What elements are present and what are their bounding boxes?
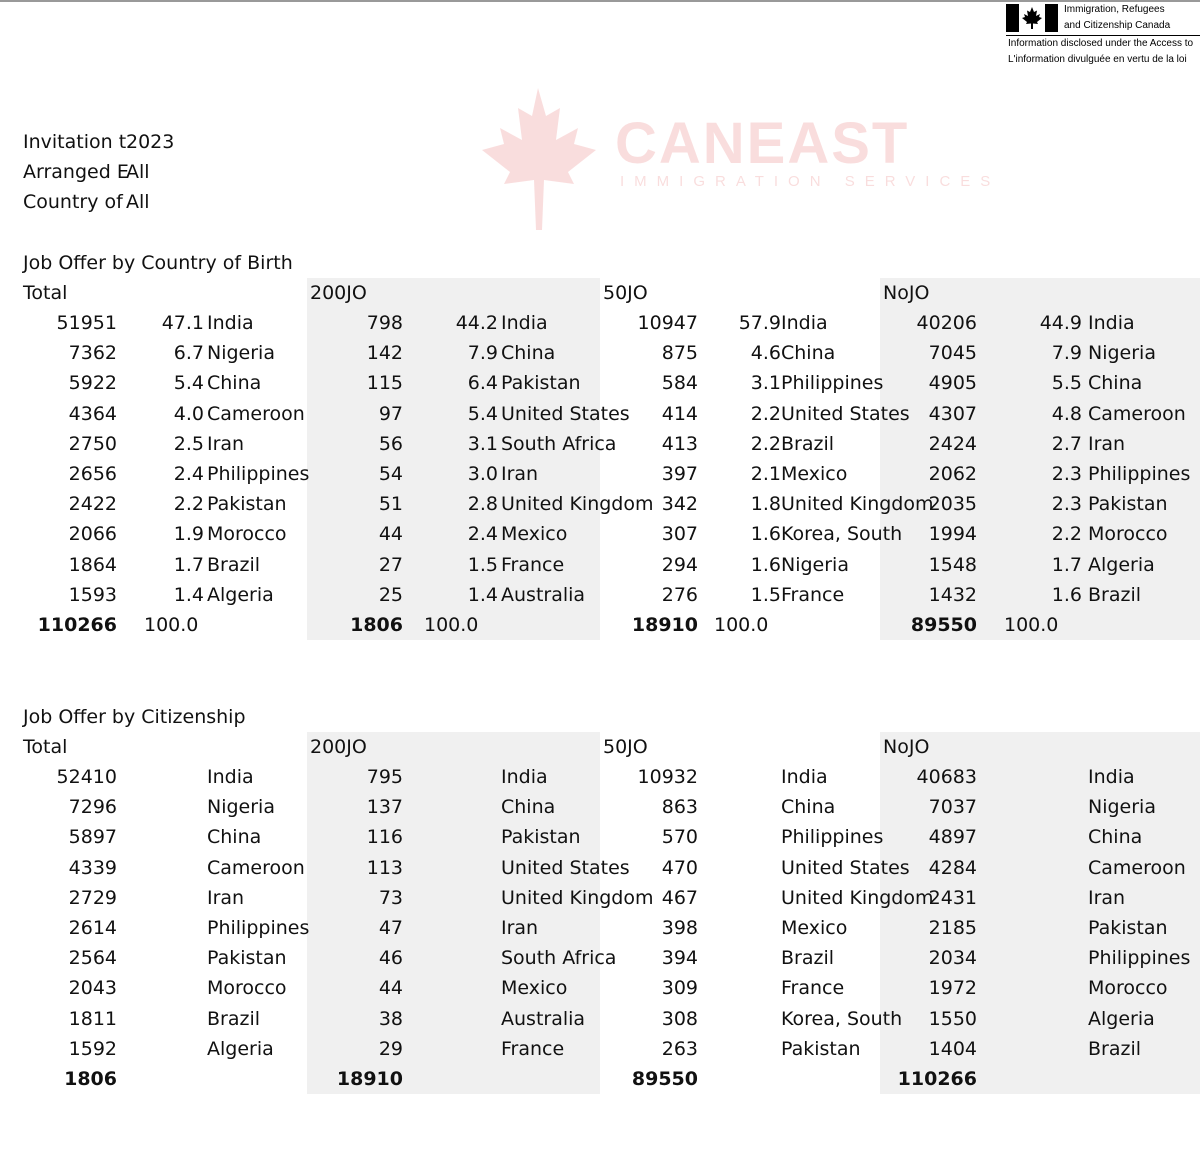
count-cell: 7045 [928, 342, 977, 365]
count-cell: 1593 [68, 583, 117, 606]
totals-row [20, 610, 1200, 640]
country-cell: Cameroon [207, 856, 305, 879]
country-cell: Nigeria [781, 553, 849, 576]
count-cell: 2614 [68, 917, 117, 939]
section-title: Job Offer by Citizenship [23, 706, 246, 728]
watermark [460, 80, 1040, 240]
count-cell: 2035 [928, 493, 977, 516]
percent-cell: 4.0 [173, 402, 204, 425]
count-cell: 116 [366, 826, 403, 849]
country-cell: India [207, 312, 254, 334]
country-cell: Philippines [1088, 947, 1191, 970]
count-cell: 1432 [928, 583, 977, 606]
percent-cell: 1.6 [1051, 583, 1082, 606]
count-cell: 2431 [928, 886, 977, 909]
count-cell: 394 [661, 947, 698, 970]
meta-label: Invitation t [23, 131, 127, 153]
count-cell: 38 [378, 1007, 403, 1030]
watermark-title: CANEAST [615, 111, 910, 176]
country-cell: Algeria [207, 583, 274, 606]
count-cell: 47 [378, 917, 403, 939]
country-cell: Mexico [501, 523, 568, 546]
count-cell: 5897 [68, 826, 117, 849]
table-row [20, 913, 1200, 943]
group-header-row [20, 732, 1200, 762]
total-percent-cell: 100.0 [144, 614, 199, 636]
country-cell: Iran [501, 463, 539, 485]
country-cell: South Africa [501, 432, 617, 455]
count-cell: 54 [378, 463, 403, 485]
percent-cell: 2.8 [467, 493, 498, 516]
count-cell: 4897 [928, 826, 977, 849]
count-cell: 2066 [68, 523, 117, 546]
meta-row-arranged-employment [23, 157, 150, 187]
country-cell: Pakistan [207, 493, 287, 516]
country-cell: China [501, 342, 556, 365]
country-cell: Pakistan [501, 826, 581, 849]
total-count-cell: 1806 [350, 614, 403, 636]
country-cell: Iran [1088, 886, 1126, 909]
table-row [20, 338, 1200, 368]
percent-cell: 2.1 [750, 463, 781, 485]
country-cell: Philippines [207, 463, 310, 485]
meta-label: Arranged E [23, 161, 129, 183]
department-name-line: and Citizenship Canada [1064, 20, 1171, 31]
percent-cell: 44.2 [455, 312, 498, 334]
percent-cell: 1.6 [750, 523, 781, 546]
table-row [20, 580, 1200, 610]
percent-cell: 1.4 [467, 583, 498, 606]
table-row [20, 792, 1200, 822]
count-cell: 307 [661, 523, 698, 546]
country-cell: India [781, 312, 828, 334]
group-header: NoJO [883, 282, 930, 304]
count-cell: 27 [378, 553, 403, 576]
country-cell: France [501, 553, 565, 576]
table-row [20, 429, 1200, 459]
table-row [20, 883, 1200, 913]
percent-cell: 6.7 [173, 342, 204, 365]
country-cell: Morocco [207, 523, 287, 546]
table-row [20, 399, 1200, 429]
percent-cell: 7.9 [1051, 342, 1082, 365]
country-cell: United Kingdom [501, 886, 654, 909]
country-cell: United Kingdom [501, 493, 654, 516]
percent-cell: 3.1 [750, 372, 781, 395]
meta-row-invitation [23, 127, 174, 157]
count-cell: 1548 [928, 553, 977, 576]
country-cell: Morocco [1088, 977, 1168, 1000]
group-header: Total [23, 282, 68, 304]
watermark-subtitle: IMMIGRATION SERVICES [620, 173, 1001, 190]
count-cell: 2750 [68, 432, 117, 455]
count-cell: 25 [378, 583, 403, 606]
total-count-cell: 110266 [897, 1068, 977, 1090]
count-cell: 2729 [68, 886, 117, 909]
canada-flag-icon [1006, 4, 1058, 32]
percent-cell: 1.5 [467, 553, 498, 576]
country-cell: Korea, South [781, 1007, 903, 1030]
total-percent-cell: 100.0 [424, 614, 479, 636]
country-cell: Morocco [207, 977, 287, 1000]
count-cell: 10932 [637, 766, 698, 788]
table-row [20, 489, 1200, 519]
table-row [20, 1034, 1200, 1064]
count-cell: 142 [366, 342, 403, 365]
country-cell: Iran [1088, 432, 1126, 455]
country-cell: Brazil [781, 432, 835, 455]
meta-value: All [126, 161, 150, 183]
total-count-cell: 18910 [336, 1068, 403, 1090]
group-header: 200JO [310, 282, 367, 304]
percent-cell: 44.9 [1039, 312, 1082, 334]
table-row [20, 459, 1200, 489]
total-percent-cell: 100.0 [1004, 614, 1059, 636]
country-cell: India [501, 766, 548, 788]
country-cell: India [781, 766, 828, 788]
country-cell: Korea, South [781, 523, 903, 546]
percent-cell: 1.7 [1051, 553, 1082, 576]
percent-cell: 1.7 [173, 553, 204, 576]
country-cell: Iran [501, 917, 539, 939]
count-cell: 40683 [916, 766, 977, 788]
country-cell: China [781, 342, 836, 365]
count-cell: 115 [366, 372, 403, 395]
count-cell: 398 [661, 917, 698, 939]
percent-cell: 4.6 [750, 342, 781, 365]
count-cell: 97 [378, 402, 403, 425]
percent-cell: 57.9 [738, 312, 781, 334]
percent-cell: 7.9 [467, 342, 498, 365]
count-cell: 1592 [68, 1037, 117, 1060]
meta-value: 2023 [126, 131, 175, 153]
percent-cell: 3.1 [467, 432, 498, 455]
maple-leaf-icon [460, 80, 620, 240]
country-cell: Mexico [501, 977, 568, 1000]
country-cell: Pakistan [1088, 917, 1168, 939]
country-cell: South Africa [501, 947, 617, 970]
count-cell: 795 [366, 766, 403, 788]
percent-cell: 47.1 [161, 312, 204, 334]
count-cell: 4339 [68, 856, 117, 879]
count-cell: 875 [661, 342, 698, 365]
count-cell: 4364 [68, 402, 117, 425]
table-row [20, 822, 1200, 852]
total-count-cell: 1806 [64, 1068, 117, 1090]
total-count-cell: 89550 [631, 1068, 698, 1090]
country-cell: Philippines [781, 826, 884, 849]
meta-value: All [126, 191, 150, 213]
percent-cell: 2.2 [750, 432, 781, 455]
country-cell: India [501, 312, 548, 334]
count-cell: 40206 [916, 312, 977, 334]
group-header-row [20, 278, 1200, 308]
country-cell: Philippines [781, 372, 884, 395]
country-cell: Brazil [207, 1007, 261, 1030]
count-cell: 276 [661, 583, 698, 606]
count-cell: 263 [661, 1037, 698, 1060]
country-cell: France [781, 583, 845, 606]
country-cell: India [1088, 766, 1135, 788]
count-cell: 584 [661, 372, 698, 395]
total-count-cell: 89550 [910, 614, 977, 636]
country-cell: Cameroon [1088, 402, 1186, 425]
percent-cell: 1.9 [173, 523, 204, 546]
country-cell: Philippines [207, 917, 310, 939]
country-cell: Nigeria [1088, 342, 1156, 365]
count-cell: 4307 [928, 402, 977, 425]
country-cell: Pakistan [1088, 493, 1168, 516]
count-cell: 2185 [928, 917, 977, 939]
country-cell: China [501, 796, 556, 819]
table-row [20, 853, 1200, 883]
count-cell: 798 [366, 312, 403, 334]
country-cell: Nigeria [207, 342, 275, 365]
country-cell: China [1088, 372, 1143, 395]
country-cell: China [781, 796, 836, 819]
count-cell: 1994 [928, 523, 977, 546]
country-cell: Brazil [781, 947, 835, 970]
count-cell: 2656 [68, 463, 117, 485]
disclosure-french: L'information divulguée en vertu de la loi [1008, 54, 1187, 65]
count-cell: 56 [378, 432, 403, 455]
count-cell: 1811 [68, 1007, 117, 1030]
percent-cell: 2.3 [1051, 463, 1082, 485]
country-cell: United States [501, 856, 630, 879]
country-cell: Nigeria [207, 796, 275, 819]
country-cell: Nigeria [1088, 796, 1156, 819]
percent-cell: 1.6 [750, 553, 781, 576]
group-header: NoJO [883, 736, 930, 758]
count-cell: 413 [661, 432, 698, 455]
country-cell: Cameroon [1088, 856, 1186, 879]
count-cell: 1550 [928, 1007, 977, 1030]
count-cell: 294 [661, 553, 698, 576]
count-cell: 7296 [68, 796, 117, 819]
count-cell: 570 [661, 826, 698, 849]
country-cell: United States [781, 402, 910, 425]
country-cell: Brazil [1088, 583, 1142, 606]
count-cell: 29 [378, 1037, 403, 1060]
table-row [20, 308, 1200, 338]
percent-cell: 2.4 [467, 523, 498, 546]
count-cell: 44 [378, 523, 403, 546]
meta-label: Country of [23, 191, 123, 213]
country-cell: China [207, 826, 262, 849]
count-cell: 2564 [68, 947, 117, 970]
country-cell: Pakistan [781, 1037, 861, 1060]
country-cell: Iran [207, 886, 245, 909]
count-cell: 1972 [928, 977, 977, 1000]
country-cell: Cameroon [207, 402, 305, 425]
count-cell: 414 [661, 402, 698, 425]
country-cell: Algeria [207, 1037, 274, 1060]
count-cell: 2062 [928, 463, 977, 485]
country-cell: France [501, 1037, 565, 1060]
count-cell: 467 [661, 886, 698, 909]
table-row [20, 1004, 1200, 1034]
percent-cell: 6.4 [467, 372, 498, 395]
total-count-cell: 110266 [37, 614, 117, 636]
meta-row-country [23, 187, 150, 217]
percent-cell: 2.7 [1051, 432, 1082, 455]
percent-cell: 2.5 [173, 432, 204, 455]
country-cell: United Kingdom [781, 493, 934, 516]
count-cell: 51951 [56, 312, 117, 334]
percent-cell: 5.4 [173, 372, 204, 395]
count-cell: 863 [661, 796, 698, 819]
country-cell: United States [501, 402, 630, 425]
group-header: 50JO [603, 282, 648, 304]
count-cell: 7037 [928, 796, 977, 819]
count-cell: 44 [378, 977, 403, 1000]
table-row [20, 973, 1200, 1003]
citizenship-table [20, 732, 1200, 1094]
country-cell: Mexico [781, 917, 848, 939]
percent-cell: 2.4 [173, 463, 204, 485]
count-cell: 397 [661, 463, 698, 485]
count-cell: 2422 [68, 493, 117, 516]
country-cell: Brazil [207, 553, 261, 576]
country-cell: China [207, 372, 262, 395]
count-cell: 5922 [68, 372, 117, 395]
country-cell: Mexico [781, 463, 848, 485]
country-cell: Pakistan [501, 372, 581, 395]
section-title: Job Offer by Country of Birth [23, 252, 293, 274]
table-row [20, 550, 1200, 580]
country-cell: France [781, 977, 845, 1000]
count-cell: 2424 [928, 432, 977, 455]
percent-cell: 1.8 [750, 493, 781, 516]
country-cell: India [207, 766, 254, 788]
count-cell: 2034 [928, 947, 977, 970]
total-count-cell: 18910 [631, 614, 698, 636]
country-cell: United States [781, 856, 910, 879]
country-cell: China [1088, 826, 1143, 849]
department-name-line: Immigration, Refugees [1064, 4, 1165, 15]
count-cell: 113 [366, 856, 403, 879]
country-cell: United Kingdom [781, 886, 934, 909]
count-cell: 73 [378, 886, 403, 909]
count-cell: 2043 [68, 977, 117, 1000]
count-cell: 52410 [56, 766, 117, 788]
country-cell: Brazil [1088, 1037, 1142, 1060]
count-cell: 7362 [68, 342, 117, 365]
totals-row [20, 1064, 1200, 1094]
country-cell: Algeria [1088, 1007, 1155, 1030]
country-cell: Algeria [1088, 553, 1155, 576]
percent-cell: 5.5 [1051, 372, 1082, 395]
country-cell: Philippines [1088, 463, 1191, 485]
count-cell: 51 [378, 493, 403, 516]
count-cell: 1404 [928, 1037, 977, 1060]
country-cell: Morocco [1088, 523, 1168, 546]
table-row [20, 519, 1200, 549]
country-cell: Pakistan [207, 947, 287, 970]
disclosure-english: Information disclosed under the Access to [1008, 38, 1194, 49]
count-cell: 1864 [68, 553, 117, 576]
table-row [20, 762, 1200, 792]
count-cell: 4284 [928, 856, 977, 879]
percent-cell: 2.2 [173, 493, 204, 516]
count-cell: 308 [661, 1007, 698, 1030]
country-cell: Australia [501, 1007, 586, 1030]
total-percent-cell: 100.0 [714, 614, 769, 636]
count-cell: 470 [661, 856, 698, 879]
percent-cell: 1.4 [173, 583, 204, 606]
count-cell: 46 [378, 947, 403, 970]
country-cell: India [1088, 312, 1135, 334]
country-cell: Australia [501, 583, 586, 606]
country-cell: Iran [207, 432, 245, 455]
count-cell: 309 [661, 977, 698, 1000]
birth-table [20, 278, 1200, 640]
count-cell: 10947 [637, 312, 698, 334]
percent-cell: 2.2 [1051, 523, 1082, 546]
percent-cell: 2.2 [750, 402, 781, 425]
percent-cell: 2.3 [1051, 493, 1082, 516]
percent-cell: 1.5 [750, 583, 781, 606]
count-cell: 4905 [928, 372, 977, 395]
table-row [20, 368, 1200, 398]
group-header: 200JO [310, 736, 367, 758]
count-cell: 342 [661, 493, 698, 516]
percent-cell: 5.4 [467, 402, 498, 425]
table-row [20, 943, 1200, 973]
government-header [1006, 2, 1200, 66]
count-cell: 137 [366, 796, 403, 819]
percent-cell: 4.8 [1051, 402, 1082, 425]
group-header: Total [23, 736, 68, 758]
group-header: 50JO [603, 736, 648, 758]
percent-cell: 3.0 [467, 463, 498, 485]
